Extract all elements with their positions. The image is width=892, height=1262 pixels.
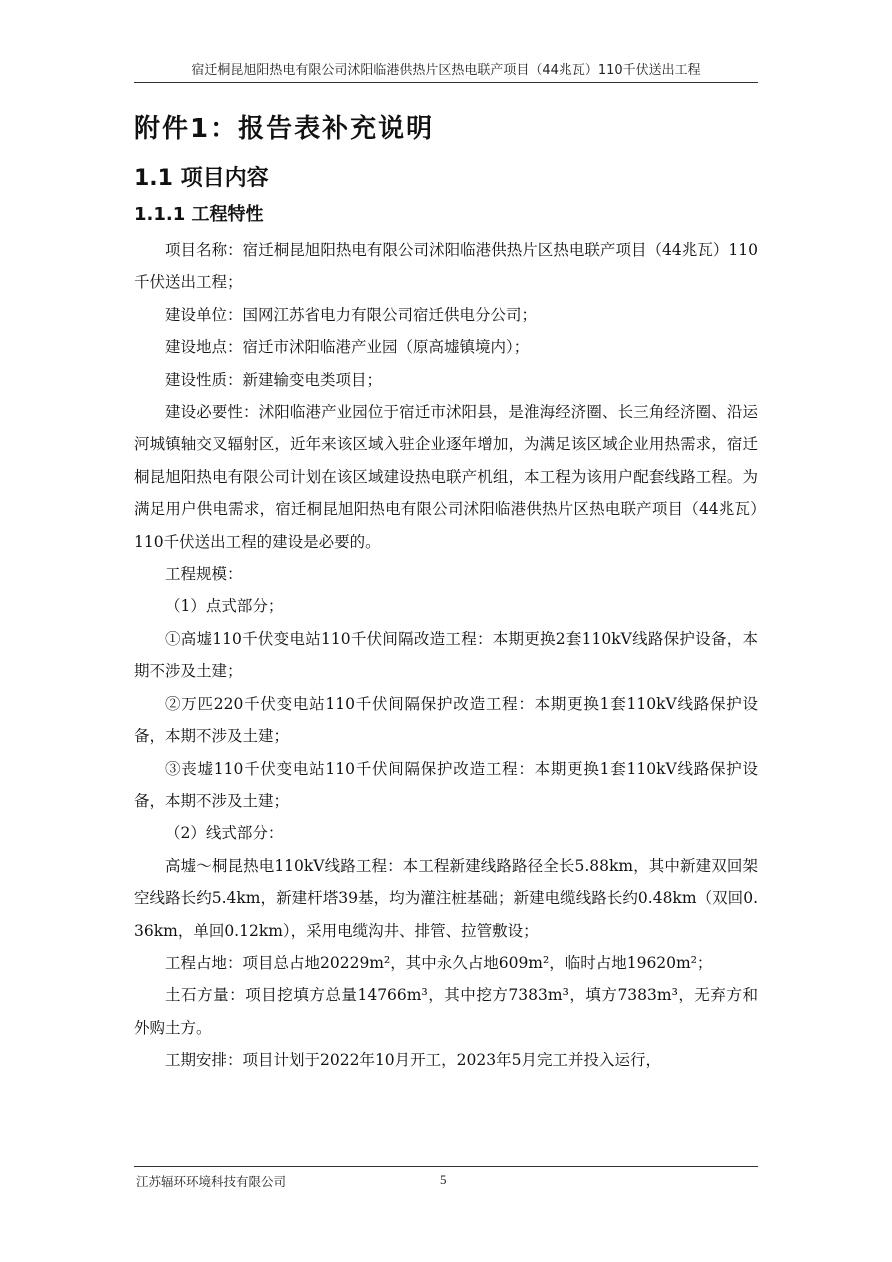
- paragraph-line-part: （2）线式部分：: [165, 824, 284, 843]
- document-body: [134, 108, 758, 1077]
- footer-company-name: 江苏辐环环境科技有限公司: [136, 1174, 287, 1189]
- paragraph-point-part: （1）点式部分；: [165, 597, 284, 616]
- appendix-title: 附件1：报告表补充说明: [134, 114, 435, 144]
- paragraph-construction-nature: 建设性质：新建输变电类项目；: [165, 370, 383, 389]
- paragraph-construction-unit: 建设单位：国网江苏省电力有限公司宿迁供电分公司；: [165, 305, 538, 324]
- paragraph-necessity: 建设必要性：沭阳临港产业园位于宿迁市沭阳县，是淮海经济圈、长三角经济圈、沿运河城镇轴交叉辐射区，近年来该区域入驻企业逐年增加，为满足该区域企业用热需求，宿迁桐昆旭阳热电有限公司计划在该区域建设热电联产机组，本工程为该用户配套线路工程。为满足用户供电需求，宿迁桐昆旭阳热电有限公司沭阳临港供热片区热电联产项目（44兆瓦）110千伏送出工程的建设是必要的。: [134, 403, 758, 551]
- subsection-heading: 1.1.1 工程特性: [134, 204, 264, 225]
- footer-divider: [134, 1166, 758, 1167]
- paragraph-scale-label: 工程规模：: [165, 565, 243, 584]
- page-header-title: 宿迁桐昆旭阳热电有限公司沭阳临港供热片区热电联产项目（44兆瓦）110千伏送出工程: [191, 63, 701, 78]
- paragraph-item-3: ③丧墟110千伏变电站110千伏间隔保护改造工程：本期更换1套110kV线路保护设备，本期不涉及土建；: [134, 759, 758, 810]
- paragraph-construction-site: 建设地点：宿迁市沭阳临港产业园（原高墟镇境内）；: [165, 338, 530, 357]
- section-heading: 1.1 项目内容: [134, 166, 269, 191]
- header-divider: [134, 82, 758, 83]
- paragraph-earthwork: 土石方量：项目挖填方总量14766m³，其中挖方7383m³，填方7383m³，无弃方和外购土方。: [134, 986, 758, 1037]
- page-number: 5: [440, 1172, 447, 1187]
- paragraph-schedule: 工期安排：项目计划于2022年10月开工，2023年5月完工并投入运行，: [165, 1051, 661, 1070]
- paragraph-project-name: 项目名称：宿迁桐昆旭阳热电有限公司沭阳临港供热片区热电联产项目（44兆瓦）110千伏送出工程；: [134, 241, 758, 292]
- paragraph-item-2: ②万匹220千伏变电站110千伏间隔保护改造工程：本期更换1套110kV线路保护设备，本期不涉及土建；: [134, 694, 758, 746]
- paragraph-land-use: 工程占地：项目总占地20229m²，其中永久占地609m²，临时占地19620m²；: [165, 953, 713, 972]
- paragraph-line-project: 高墟～桐昆热电110kV线路工程：本工程新建线路路径全长5.88km，其中新建双回架空线路长约5.4km，新建杆塔39基，均为灌注桩基础；新建电缆线路长约0.48km（双回0.36km，单回0.12km），采用电缆沟井、排管、拉管敷设；: [134, 856, 758, 940]
- paragraph-item-1: ①高墟110千伏变电站110千伏间隔改造工程：本期更换2套110kV线路保护设备，本期不涉及土建；: [134, 629, 758, 681]
